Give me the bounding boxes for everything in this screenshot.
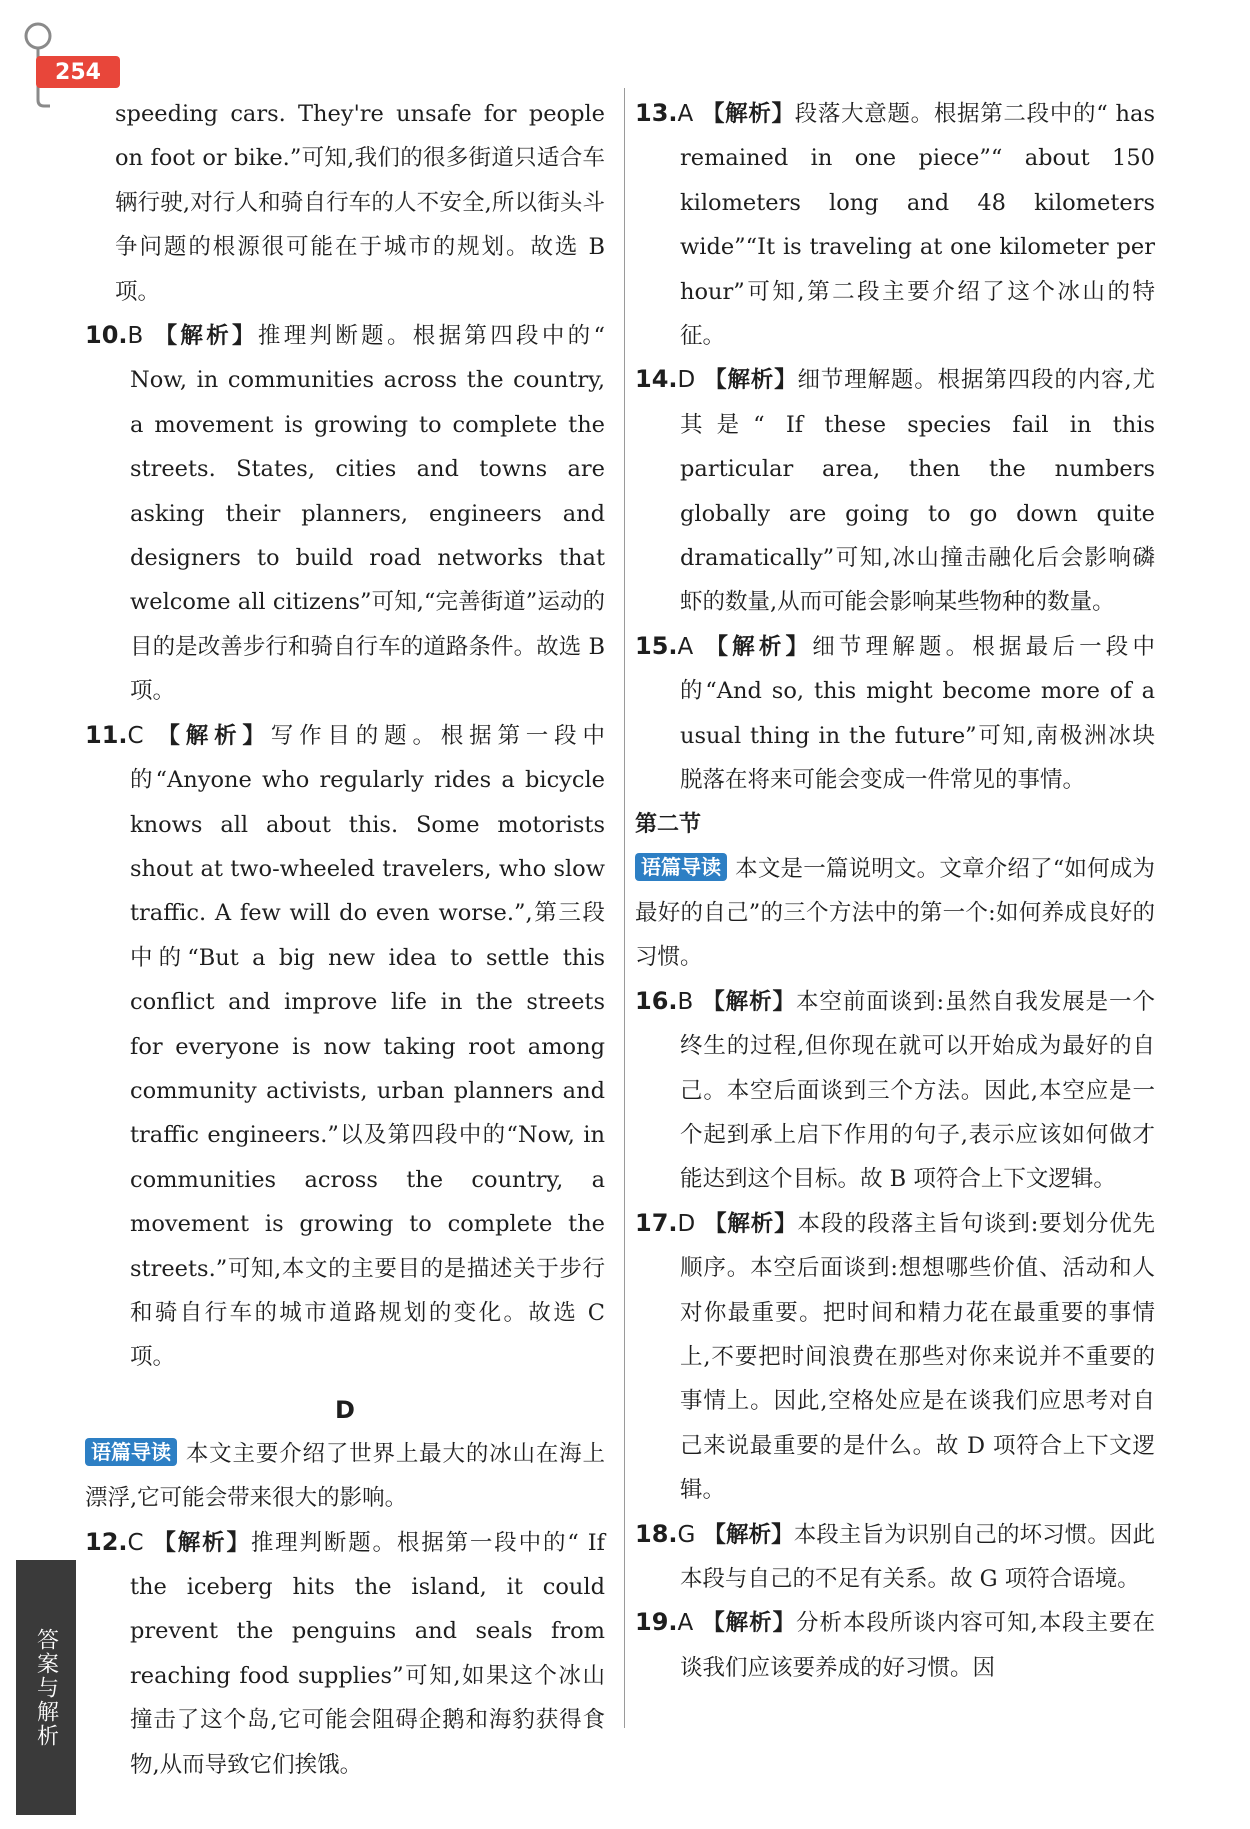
- q15-tag: 【解析】: [701, 633, 813, 660]
- q19-text: 分析本段所谈内容可知,本段主要在谈我们应该要养成的好习惯。因: [680, 1610, 1155, 1681]
- q13-answer: A: [677, 101, 694, 127]
- q11-number: 11.: [85, 720, 128, 749]
- q12-number: 12.: [85, 1527, 128, 1556]
- q17-tag: 【解析】: [703, 1210, 798, 1237]
- guide-label: 语篇导读: [85, 1438, 177, 1466]
- question-14: [635, 358, 1155, 624]
- q13-text: 段落大意题。根据第二段中的“ has remained in one piece”“ about 150 kilometers long and 48 kilometers wide”“It is traveling at one kilometer per hour”可知,第二段主要介绍了这个冰山的特征。: [680, 101, 1155, 350]
- question-10: [85, 314, 605, 714]
- q14-number: 14.: [635, 365, 678, 394]
- section-side-tab: [16, 1560, 76, 1815]
- q12-text: 推理判断题。根据第一段中的“ If the iceberg hits the island, it could prevent the penguins and seals from reaching food supplies”可知,如果这个冰山撞击了这个岛,它可能会阻碍企鹅和海豹获得食物,从而导致它们挨饿。: [130, 1529, 605, 1778]
- q19-tag: 【解析】: [701, 1610, 797, 1637]
- q17-number: 17.: [635, 1208, 678, 1237]
- q18-number: 18.: [635, 1519, 678, 1548]
- right-column: [635, 92, 1155, 1690]
- q10-answer: B: [127, 323, 144, 350]
- q11-answer: C: [127, 722, 144, 749]
- q18-tag: 【解析】: [703, 1521, 794, 1548]
- question-13: [635, 92, 1155, 358]
- left-column: [85, 92, 605, 1787]
- page-number: 254: [36, 56, 120, 88]
- column-divider: [624, 88, 625, 1728]
- q13-tag: 【解析】: [701, 101, 795, 127]
- question-18: [635, 1513, 1155, 1602]
- guide-label-2: 语篇导读: [635, 853, 727, 881]
- q15-text: 细节理解题。根据最后一段中的“And so, this might become more of a usual thing in the future”可知,南极洲冰块脱落在将来可能会变成一件常见的事情。: [680, 633, 1155, 794]
- q15-answer: A: [677, 633, 694, 660]
- q13-number: 13.: [635, 99, 678, 127]
- passage-guide-d: [85, 1432, 605, 1521]
- q10-text: 推理判断题。根据第四段中的“ Now, in communities across the country, a movement is growing to complete the streets. States, cities and towns are asking their planners, engineers and designers to build road networks that welcome all citizens”可知,“完善街道”运动的目的是改善步行和骑自行车的道路条件。故选 B 项。: [130, 323, 605, 705]
- q14-answer: D: [677, 367, 696, 394]
- question-12: [85, 1521, 605, 1787]
- section-d-heading: D: [335, 1395, 355, 1424]
- q15-number: 15.: [635, 631, 678, 660]
- q14-text: 细节理解题。根据第四段的内容,尤其是“ If these species fail in this particular area, then the numbers globally are going to go down quite dramatically”可知,冰山撞击融化后会影响磷虾的数量,从而可能会影响某些物种的数量。: [680, 367, 1155, 616]
- q18-text: 本段主旨为识别自己的坏习惯。因此本段与自己的不足有关系。故 G 项符合语境。: [680, 1521, 1155, 1592]
- q16-text: 本空前面谈到:虽然自我发展是一个终生的过程,但你现在就可以开始成为最好的自己。本空后面谈到三个方法。因此,本空应是一个起到承上启下作用的句子,表示应该如何做才能达到这个目标。故 B 项符合上下文逻辑。: [680, 988, 1155, 1193]
- q10-number: 10.: [85, 321, 128, 350]
- question-16: [635, 980, 1155, 1202]
- q10-tag: 【解析】: [151, 323, 258, 350]
- side-tab-label: 答案与解析: [33, 1627, 59, 1748]
- question-15: [635, 625, 1155, 803]
- question-19: [635, 1601, 1155, 1690]
- q11-tag: 【解析】: [151, 722, 271, 749]
- section-2-heading: 第二节: [635, 811, 702, 837]
- q16-number: 16.: [635, 986, 678, 1015]
- q9-continuation: speeding cars. They're unsafe for people on foot or bike.”可知,我们的很多街道只适合车辆行驶,对行人和骑自行车的人不安全,所以街头斗争问题的根源很可能在于城市的规划。故选 B 项。: [115, 101, 605, 305]
- q12-tag: 【解析】: [151, 1529, 251, 1556]
- q11-text: 写作目的题。根据第一段中的“Anyone who regularly rides a bicycle knows all about this. Some motorists shout at two-wheeled travelers, who slow traffic. A few will do even worse.”,第三段中的“But a big new idea to settle this conflict and improve life in the streets for everyone is now taking root among community activists, urban planners and traffic engineers.”以及第四段中的“Now, in communities across the country, a movement is growing to complete the streets.”可知,本文的主要目的是描述关于步行和骑自行车的城市道路规划的变化。故选 C 项。: [130, 722, 605, 1371]
- q16-answer: B: [677, 988, 694, 1015]
- q17-answer: D: [677, 1210, 696, 1237]
- guide-2-text: 本文是一篇说明文。文章介绍了“如何成为最好的自己”的三个方法中的第一个:如何养成良好的习惯。: [635, 855, 1155, 971]
- q19-answer: A: [677, 1610, 694, 1637]
- passage-guide-2: [635, 847, 1155, 980]
- q16-tag: 【解析】: [701, 988, 796, 1015]
- q17-text: 本段的段落主旨句谈到:要划分优先顺序。本空后面谈到:想想哪些价值、活动和人对你最重要。把时间和精力花在最重要的事情上,不要把时间浪费在那些对你来说并不重要的事情上。因此,空格处应是在谈我们应思考对自己来说最重要的是什么。故 D 项符合上下文逻辑。: [680, 1210, 1155, 1504]
- guide-d-text: 本文主要介绍了世界上最大的冰山在海上漂浮,它可能会带来很大的影响。: [85, 1440, 605, 1512]
- q14-tag: 【解析】: [703, 367, 798, 394]
- q12-answer: C: [127, 1529, 144, 1556]
- q18-answer: G: [677, 1521, 696, 1548]
- question-17: [635, 1202, 1155, 1513]
- question-11: [85, 714, 605, 1380]
- q19-number: 19.: [635, 1608, 678, 1637]
